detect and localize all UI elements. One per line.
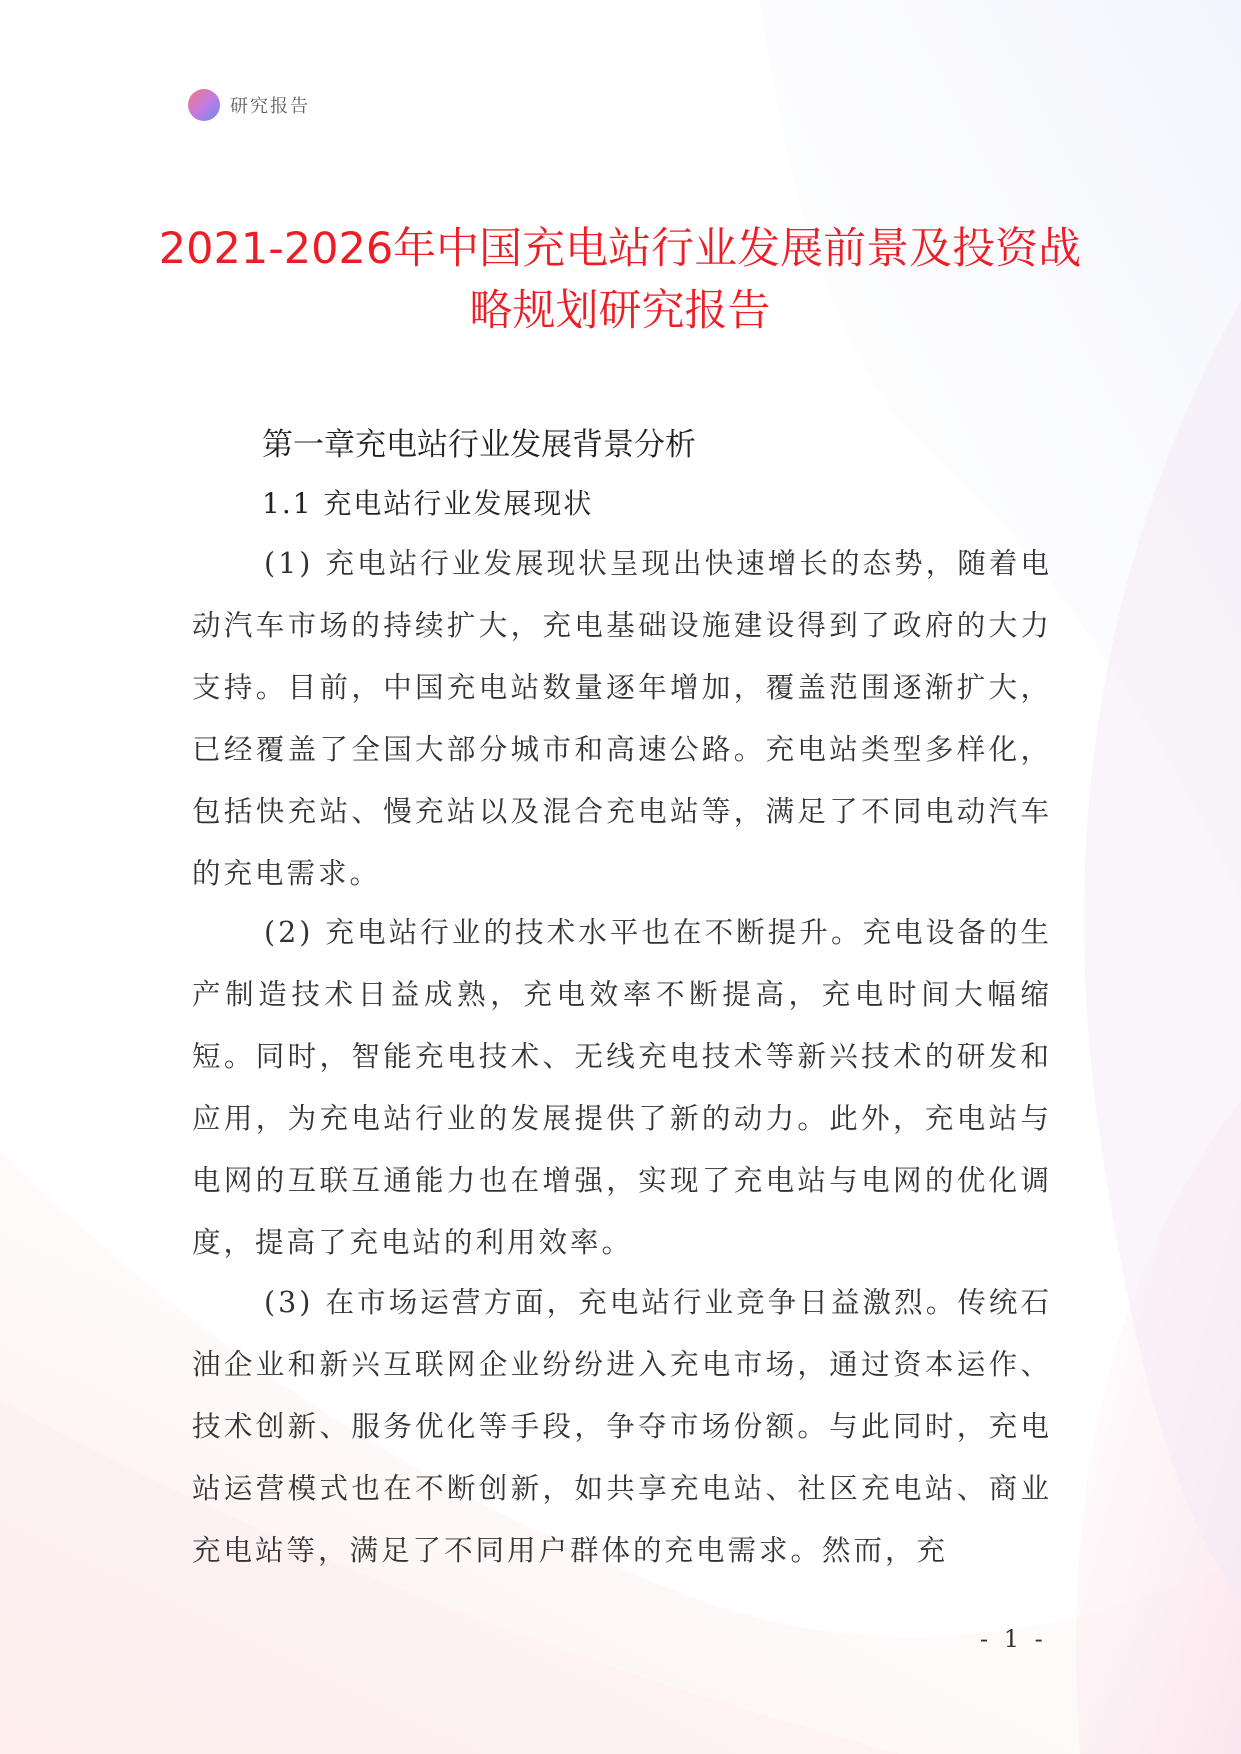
paragraph: (2) 充电站行业的技术水平也在不断提升。充电设备的生产制造技术日益成熟，充电效率不断提高，充电时间大幅缩短。同时，智能充电技术、无线充电技术等新兴技术的研发和应用，为充电站行业的发展提供了新的动力。此外，充电站与电网的互联互通能力也在增强，实现了充电站与电网的优化调度，提高了充电站的利用效率。: [192, 916, 1052, 1259]
chapter-heading: 第一章充电站行业发展背景分析: [262, 427, 696, 463]
paragraph: (1) 充电站行业发展现状呈现出快速增长的态势，随着电动汽车市场的持续扩大，充电基础设施建设得到了政府的大力支持。目前，中国充电站数量逐年增加，覆盖范围逐渐扩大，已经覆盖了全国大部分城市和高速公路。充电站类型多样化，包括快充站、慢充站以及混合充电站等，满足了不同电动汽车的充电需求。: [192, 547, 1052, 890]
paragraph: (3) 在市场运营方面，充电站行业竞争日益激烈。传统石油企业和新兴互联网企业纷纷进入充电市场，通过资本运作、技术创新、服务优化等手段，争夺市场份额。与此同时，充电站运营模式也在不断创新，如共享充电站、社区充电站、商业充电站等，满足了不同用户群体的充电需求。然而，充: [192, 1286, 1052, 1567]
report-header: [188, 88, 310, 122]
paragraph-2-block: [192, 902, 1052, 1274]
report-title: 2021-2026年中国充电站行业发展前景及投资战略规划研究报告: [158, 224, 1082, 336]
page-number: - 1 -: [980, 1625, 1047, 1653]
logo-icon: [188, 89, 220, 121]
paragraph-1-block: [192, 533, 1052, 905]
section-heading: 1.1 充电站行业发展现状: [262, 487, 594, 520]
header-label: 研究报告: [230, 96, 310, 117]
paragraph-3-block: [192, 1272, 1052, 1582]
